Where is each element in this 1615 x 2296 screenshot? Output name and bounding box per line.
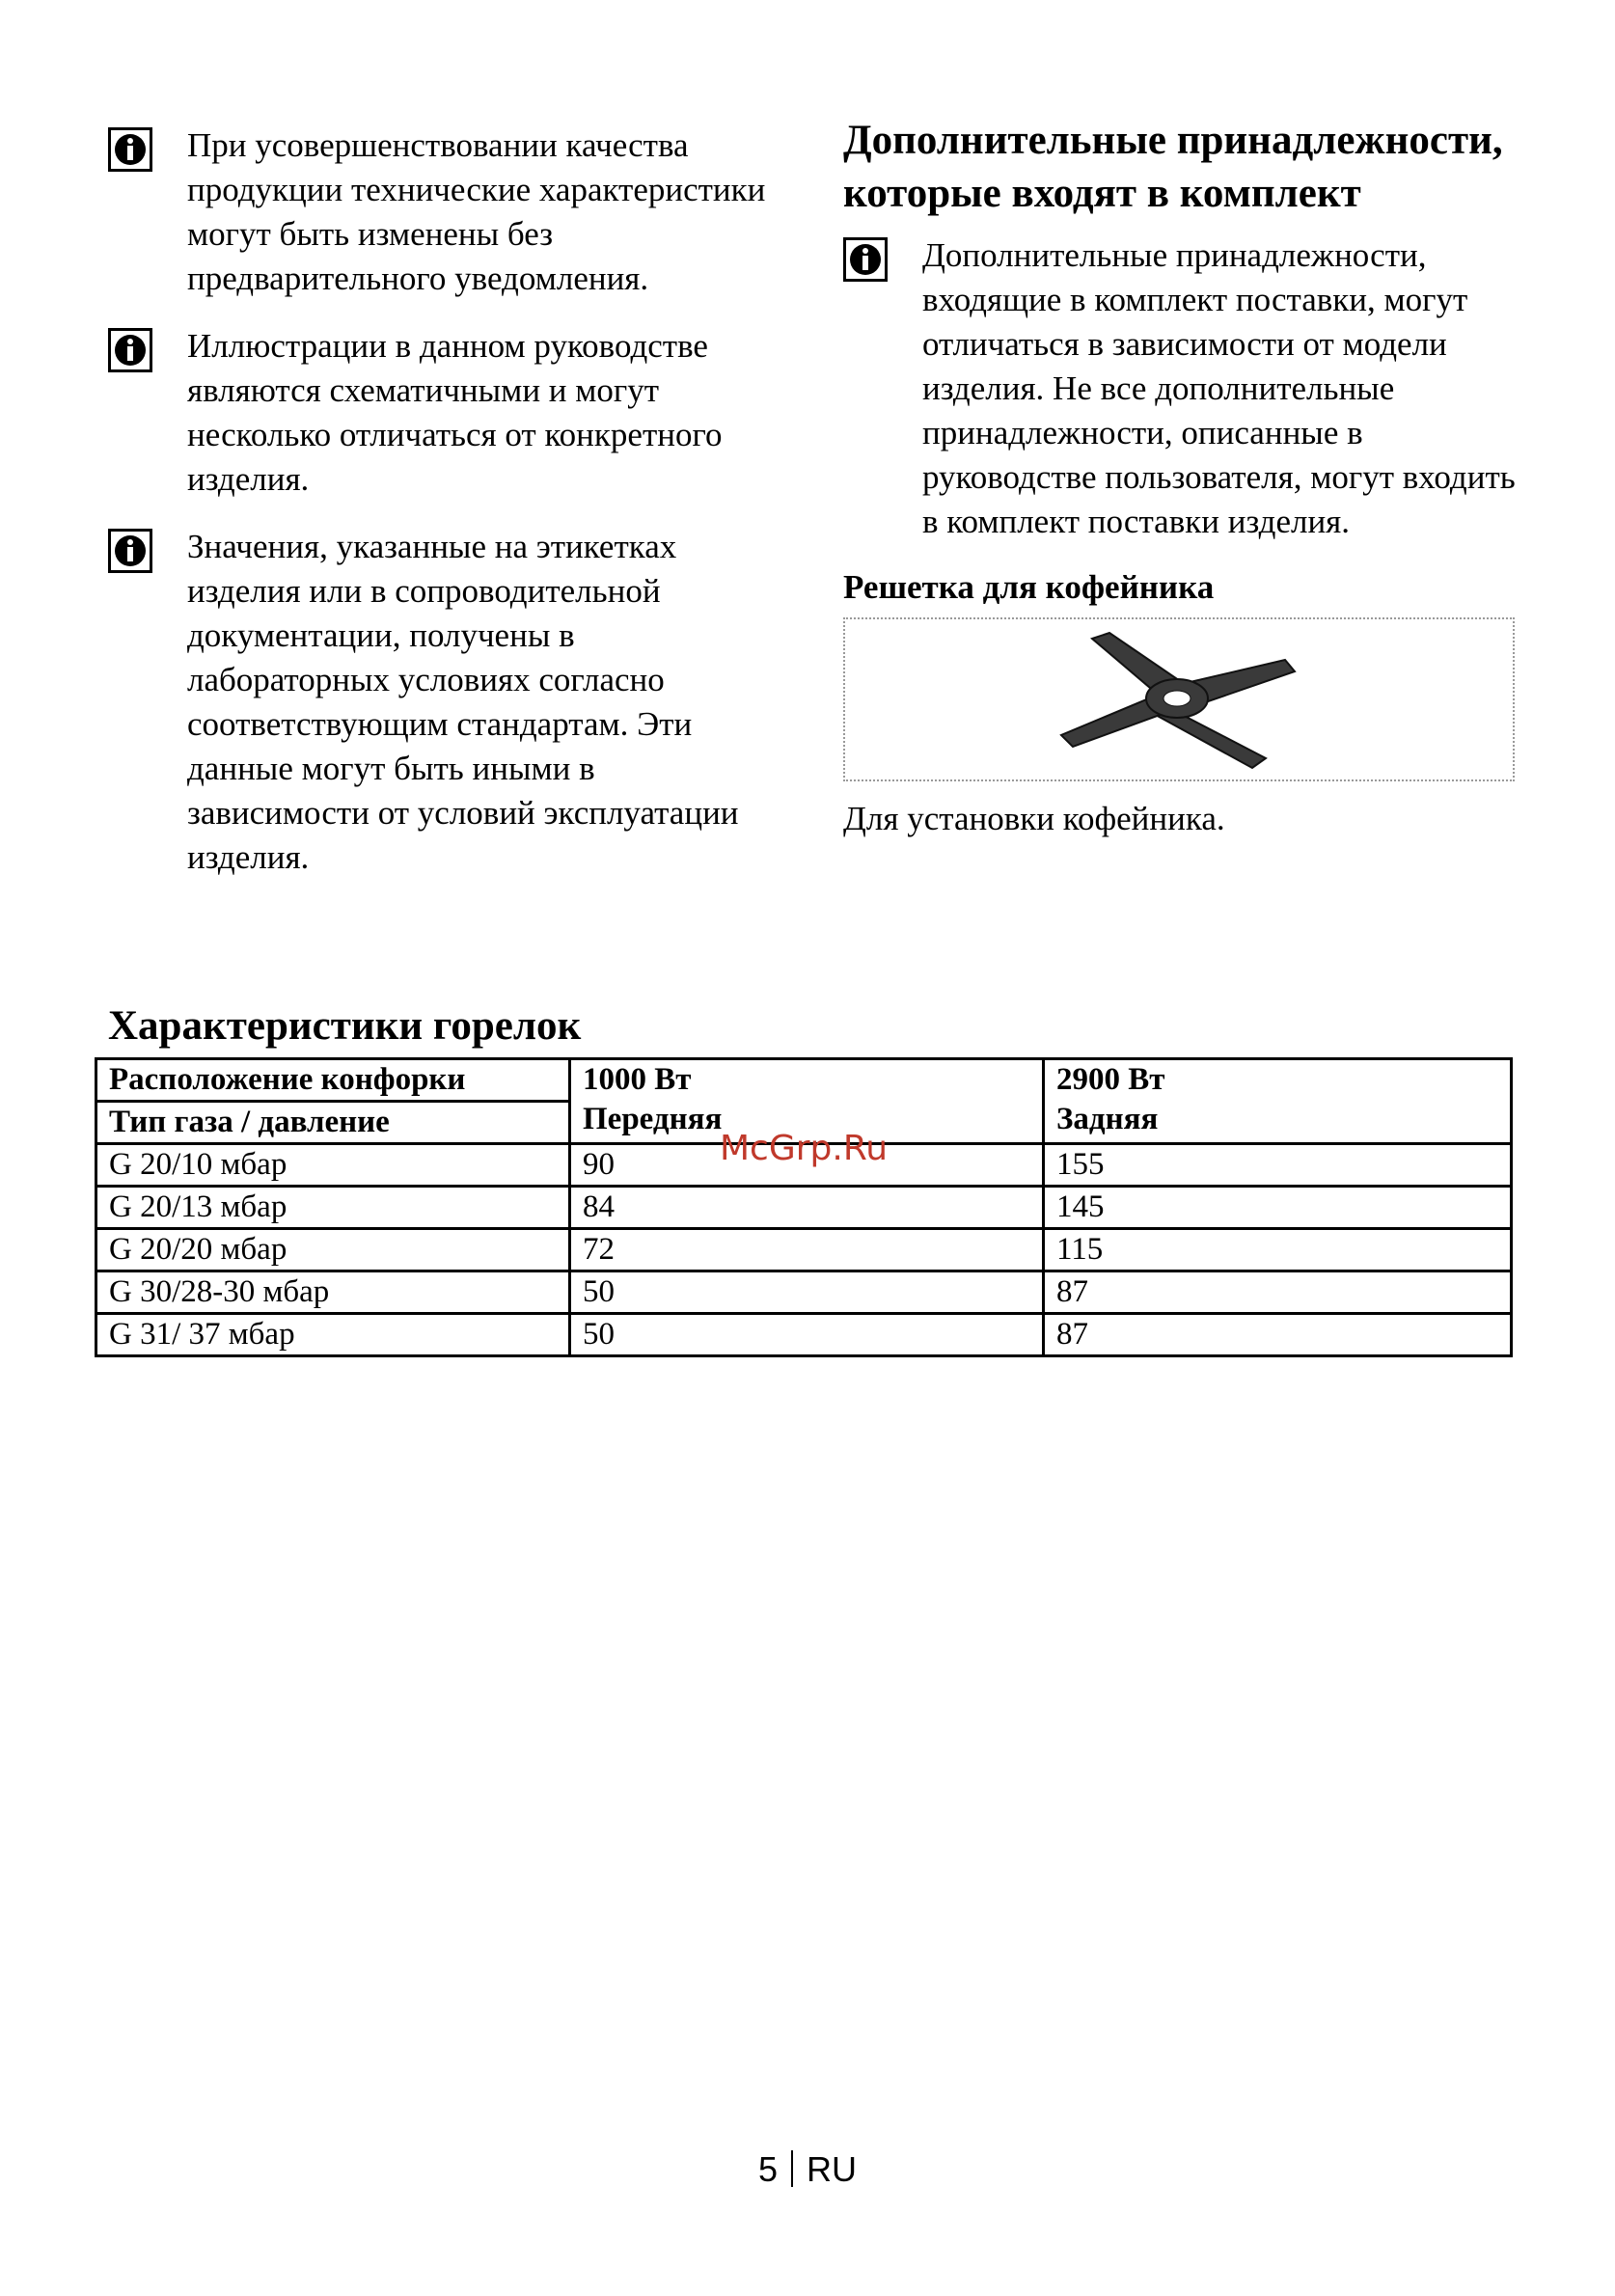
table-row — [96, 1187, 1512, 1229]
table-cell: G 30/28-30 мбар — [96, 1271, 570, 1314]
table-row — [96, 1314, 1512, 1356]
table-cell: 87 — [1044, 1271, 1512, 1314]
language-code: RU — [807, 2149, 858, 2189]
table-cell: G 20/20 мбар — [96, 1229, 570, 1271]
note-text: Значения, указанные на этикетках изделия или в сопроводительной документации, получены в лабораторных условиях согласно соответствующим стандартам. Эти данные могут быть иными в зависимости от условий эксплуатации изделия. — [187, 528, 739, 876]
table-cell: 50 — [570, 1271, 1044, 1314]
burners-table — [95, 1057, 1513, 1357]
info-icon — [108, 529, 152, 573]
note-text: Иллюстрации в данном руководстве являются схематичными и могут несколько отличаться от конкретного изделия. — [187, 327, 723, 498]
header-cell — [1044, 1059, 1512, 1144]
info-icon — [108, 127, 152, 172]
info-note — [108, 525, 774, 880]
accessory-title: Решетка для кофейника — [843, 568, 1215, 606]
table-header-row — [96, 1059, 1512, 1102]
header-position-front: Передняя — [583, 1102, 723, 1136]
info-note — [843, 233, 1519, 544]
info-note — [108, 123, 774, 301]
header-power-rear: 2900 Вт — [1056, 1062, 1165, 1097]
table-cell: G 20/10 мбар — [96, 1144, 570, 1187]
coffee-grate-image — [843, 617, 1515, 781]
header-cell: Тип газа / давление — [96, 1102, 570, 1144]
table-cell: 84 — [570, 1187, 1044, 1229]
note-text: При усовершенствовании качества продукции технические характеристики могут быть изменены без предварительного уведомления. — [187, 126, 766, 297]
info-icon — [843, 237, 888, 282]
header-cell: Расположение конфорки — [96, 1059, 570, 1102]
burners-title: Характеристики горелок — [108, 1003, 582, 1049]
table-cell: G 31/ 37 мбар — [96, 1314, 570, 1356]
table-row — [96, 1229, 1512, 1271]
table-cell: G 20/13 мбар — [96, 1187, 570, 1229]
watermark: McGrp.Ru — [720, 1129, 889, 1168]
note-text: Дополнительные принадлежности, входящие в комплект поставки, могут отличаться в зависимости от модели изделия. Не все дополнительные принадлежности, описанные в руководстве пользователя, могут входить в комплект поставки изделия. — [922, 236, 1516, 540]
left-column — [108, 123, 774, 903]
table-cell: 72 — [570, 1229, 1044, 1271]
table-cell: 115 — [1044, 1229, 1512, 1271]
header-position-rear: Задняя — [1056, 1102, 1159, 1136]
coffee-grate-illustration — [1054, 627, 1304, 772]
right-column — [843, 114, 1519, 841]
accessories-title: Дополнительные принадлежности, которые входят в комплект — [843, 118, 1503, 216]
page-footer — [0, 2149, 1615, 2190]
table-cell: 155 — [1044, 1144, 1512, 1187]
table-cell: 90 — [570, 1144, 1044, 1187]
info-icon — [108, 328, 152, 372]
table-cell: 87 — [1044, 1314, 1512, 1356]
info-note — [108, 324, 774, 502]
page-number: 5 — [757, 2149, 779, 2189]
table-row — [96, 1271, 1512, 1314]
table-cell: 50 — [570, 1314, 1044, 1356]
accessory-caption: Для установки кофейника. — [843, 800, 1225, 837]
footer-separator — [791, 2150, 793, 2187]
header-power-front: 1000 Вт — [583, 1062, 692, 1097]
table-cell: 145 — [1044, 1187, 1512, 1229]
